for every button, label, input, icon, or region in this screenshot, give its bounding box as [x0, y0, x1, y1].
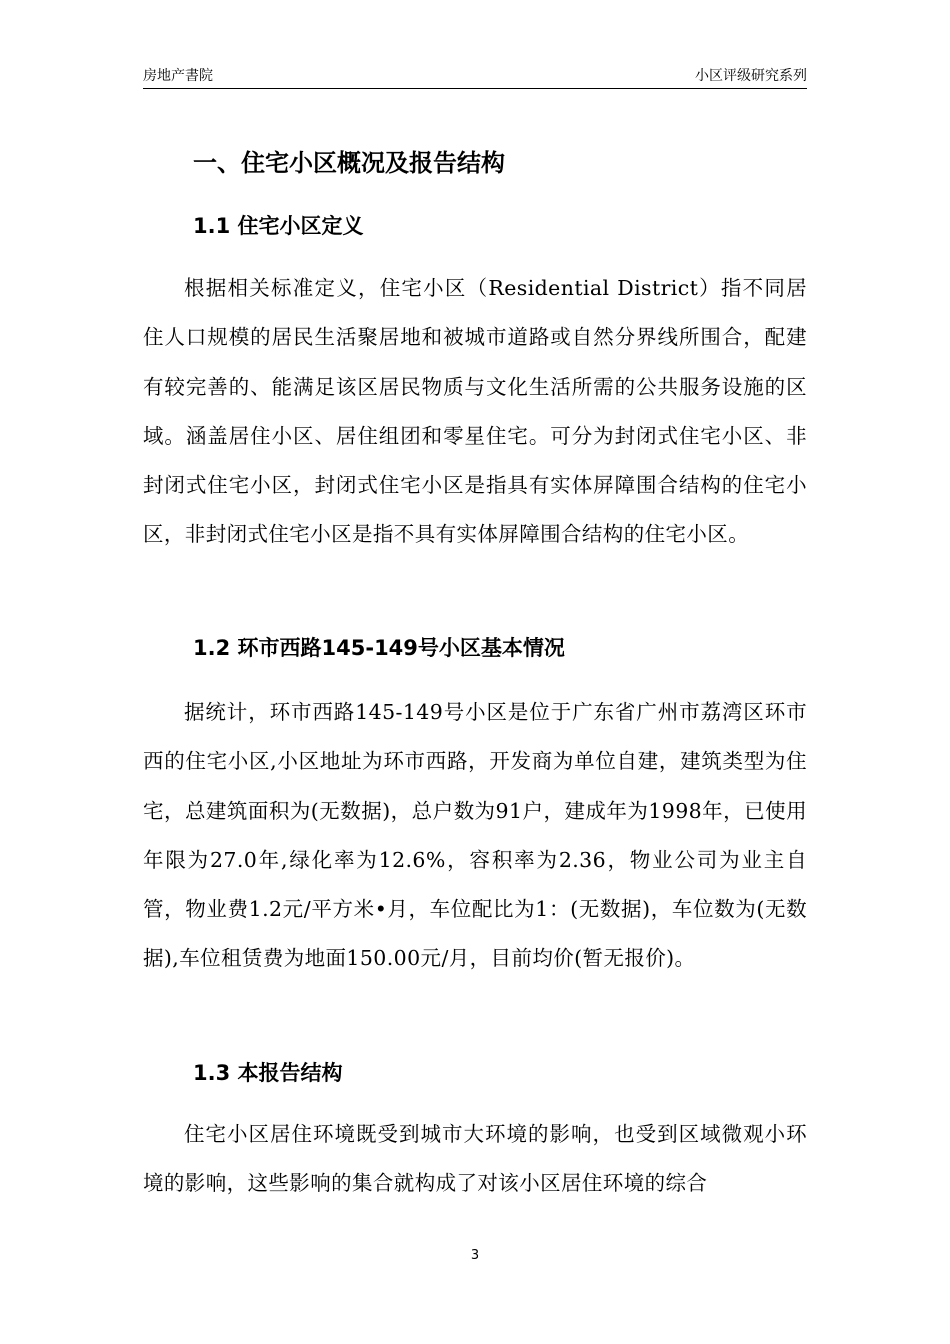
paragraph-basic-info: 据统计，环市西路145-149号小区是位于广东省广州市荔湾区环市西的住宅小区,小区地址为环市西路，开发商为单位自建，建筑类型为住宅，总建筑面积为(无数据)，总户数为91户，建成年为1998年，已使用年限为27.0年,绿化率为12.6%，容积率为2.36，物业公司为业主自管，物业费1.2元/平方米•月，车位配比为1：(无数据)，车位数为(无数据),车位租赁费为地面150.00元/月，目前均价(暂无报价)。: [143, 700, 807, 971]
subsection-title-1-3: 1.3 本报告结构: [193, 1061, 343, 1085]
paragraph-report-structure: 住宅小区居住环境既受到城市大环境的影响，也受到区域微观小环境的影响，这些影响的集合就构成了对该小区居住环境的综合: [143, 1122, 807, 1196]
page-header: [143, 66, 807, 89]
header-series: 小区评级研究系列: [695, 68, 807, 84]
header-publisher: 房地产書院: [143, 68, 213, 84]
page-number: 3: [470, 1248, 480, 1263]
subsection-title-1-1: 1.1 住宅小区定义: [193, 214, 364, 238]
section-title: 一、住宅小区概况及报告结构: [193, 149, 505, 177]
paragraph-definition: 根据相关标准定义，住宅小区（Residential District）指不同居住人口规模的居民生活聚居地和被城市道路或自然分界线所围合，配建有较完善的、能满足该区居民物质与文化生活所需的公共服务设施的区域。涵盖居住小区、居住组团和零星住宅。可分为封闭式住宅小区、非封闭式住宅小区，封闭式住宅小区是指具有实体屏障围合结构的住宅小区，非封闭式住宅小区是指不具有实体屏障围合结构的住宅小区。: [143, 276, 807, 547]
subsection-title-1-2: 1.2 环市西路145-149号小区基本情况: [193, 636, 565, 660]
